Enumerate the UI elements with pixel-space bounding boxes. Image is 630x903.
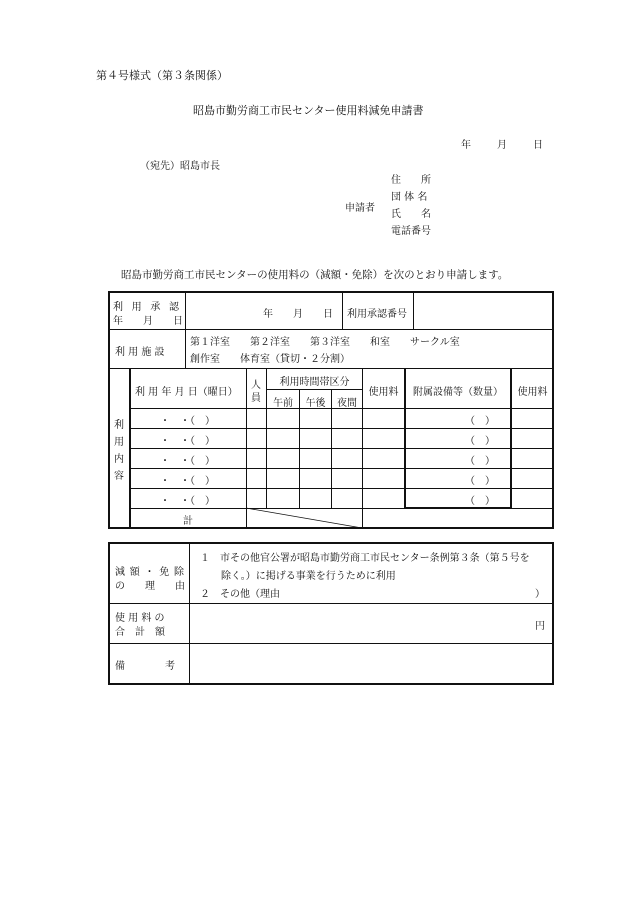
col-timeslot-header: 利用時間帯区分: [279, 377, 350, 388]
col-date-header: 利 用 年 月 日（曜日）: [135, 387, 238, 398]
total-fee-label-2: 合 計 額: [115, 627, 165, 638]
reason-label-1: 減 額 ・ 免 除: [115, 567, 184, 578]
total-label: 計: [183, 516, 193, 527]
approval-date-value: 年 月 日: [263, 309, 333, 320]
row-1-date[interactable]: ・ ・（ ）: [160, 416, 215, 427]
remarks-field[interactable]: [190, 645, 552, 683]
applicant-group-label: 団 体 名: [391, 192, 428, 203]
reason-option-2[interactable]: ２ その他（理由: [200, 589, 280, 600]
facility-label: 利 用 施 設: [115, 347, 165, 358]
date-day: 日: [533, 140, 543, 151]
intro-sentence: 昭島市勤労商工市民センターの使用料の（減額・免除）を次のとおり申請します。: [121, 269, 509, 281]
facility-options-line1[interactable]: 第１洋室 第２洋室 第３洋室 和室 サークル室: [190, 337, 460, 348]
usage-label-3: 内: [114, 454, 124, 465]
usage-label-1: 利: [114, 420, 124, 431]
remarks-label: 備 考: [115, 661, 175, 672]
applicant-label: 申請者: [345, 203, 375, 214]
col-people-header-1: 人: [251, 380, 261, 391]
reason-option-1-line2[interactable]: 除く。）に掲げる事業を行うために利用: [221, 571, 396, 582]
col-equipment-header: 附属設備等（数量）: [413, 387, 503, 398]
row-5-date[interactable]: ・ ・（ ）: [160, 496, 215, 507]
date-month: 月: [497, 140, 507, 151]
approval-number-label: 利用承認番号: [347, 309, 407, 320]
col-people-header-2: 員: [251, 393, 261, 404]
row-2-date[interactable]: ・ ・（ ）: [160, 436, 215, 447]
form-number: 第４号様式（第３条関係）: [96, 69, 228, 82]
col-fee-header: 使用料: [368, 387, 399, 398]
reason-option-2-close: ）: [535, 589, 545, 600]
row-2-equipment[interactable]: （ ）: [465, 436, 495, 447]
applicant-address-label: 住 所: [391, 175, 431, 186]
reason-option-1-line1[interactable]: １ 市その他官公署が昭島市勤労商工市民センター条例第３条（第５号を: [200, 553, 530, 564]
reason-label-2: の 理 由: [115, 581, 185, 592]
total-fee-field[interactable]: [190, 605, 552, 642]
row-4-equipment[interactable]: （ ）: [465, 476, 495, 487]
usage-label-4: 容: [114, 471, 124, 482]
document-title: 昭島市勤労商工市民センター使用料減免申請書: [193, 104, 424, 117]
total-diagonal-slash: [246, 508, 362, 528]
applicant-name-label: 氏 名: [391, 209, 431, 220]
approval-date-label-2: 年 月 日: [113, 316, 183, 327]
applicant-phone-label: 電話番号: [391, 226, 431, 237]
row-5-equipment[interactable]: （ ）: [465, 496, 495, 507]
col-night-header: 夜間: [337, 398, 357, 409]
col-fee2-header: 使用料: [517, 387, 548, 398]
addressee: （宛先）昭島市長: [140, 161, 220, 172]
yen-unit: 円: [535, 621, 545, 632]
row-1-equipment[interactable]: （ ）: [465, 416, 495, 427]
usage-label-2: 用: [114, 437, 124, 448]
facility-options-line2[interactable]: 創作室 体育室（貸切・２分割）: [190, 354, 350, 365]
approval-number-field[interactable]: [414, 293, 552, 328]
approval-date-label-1: 利 用 承 認: [113, 302, 179, 313]
date-year: 年: [461, 140, 471, 151]
col-am-header: 午前: [273, 398, 293, 409]
row-3-equipment[interactable]: （ ）: [465, 456, 495, 467]
col-pm-header: 午後: [305, 398, 326, 409]
row-4-date[interactable]: ・ ・（ ）: [160, 476, 215, 487]
total-fee-label-1: 使 用 料 の: [115, 613, 165, 624]
row-3-date[interactable]: ・ ・（ ）: [160, 456, 215, 467]
